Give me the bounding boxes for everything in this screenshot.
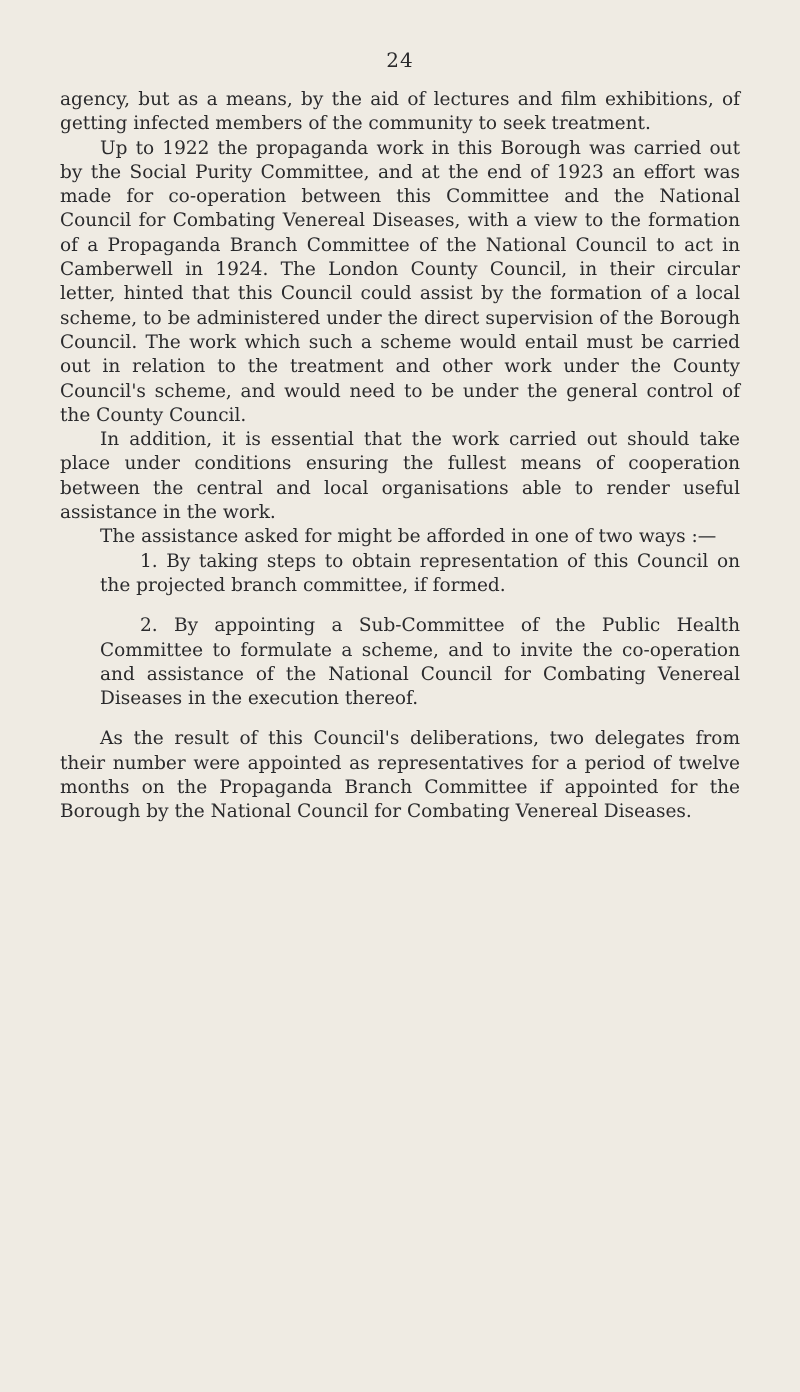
paragraph-propaganda-history: Up to 1922 the propaganda work in this Borough was carried out by the Social Purity Committee, and at the end of 1923 an effort was made for co-operation between this Committee and the National Council for Combating Venereal Diseases, with a view to the formation of a Propaganda Branch Committee of the National Council to act in Camberwell in 1924. The London County Council, in their circular letter, hinted that this Council could assist by the formation of a local scheme, to be administered under the direct supervision of the Borough Council. The work which such a scheme would entail must be carried out in relation to the treatment and other work under the County Council's scheme, and would need to be under the general control of the County Council.	[60, 137, 740, 426]
list-item: 1. By taking steps to obtain representation of this Council on the projected branch committee, if formed.	[100, 550, 740, 596]
list-item: 2. By appointing a Sub-Committee of the Public Health Committee to formulate a scheme, and to invite the co-operation and assistance of the National Council for Combating Venereal Diseases in the execution thereof.	[100, 615, 740, 710]
paragraph-cooperation: In addition, it is essential that the work carried out should take place under conditions ensuring the fullest means of cooperation between the central and local organisations able to render useful assistance in the work.	[60, 429, 740, 524]
paragraph-assistance-ways: The assistance asked for might be afforded in one of two ways :—	[100, 526, 717, 548]
paragraph-result: As the result of this Council's deliberations, two delegates from their number were appointed as representatives for a period of twelve months on the Propaganda Branch Committee if appointed for the Borough by the National Council for Combating Venereal Diseases.	[60, 728, 740, 823]
numbered-list	[60, 550, 740, 712]
paragraph-continuation: agency, but as a means, by the aid of lectures and film exhibitions, of getting infected members of the community to seek treatment.	[60, 89, 740, 135]
page-number: 24	[386, 48, 414, 72]
